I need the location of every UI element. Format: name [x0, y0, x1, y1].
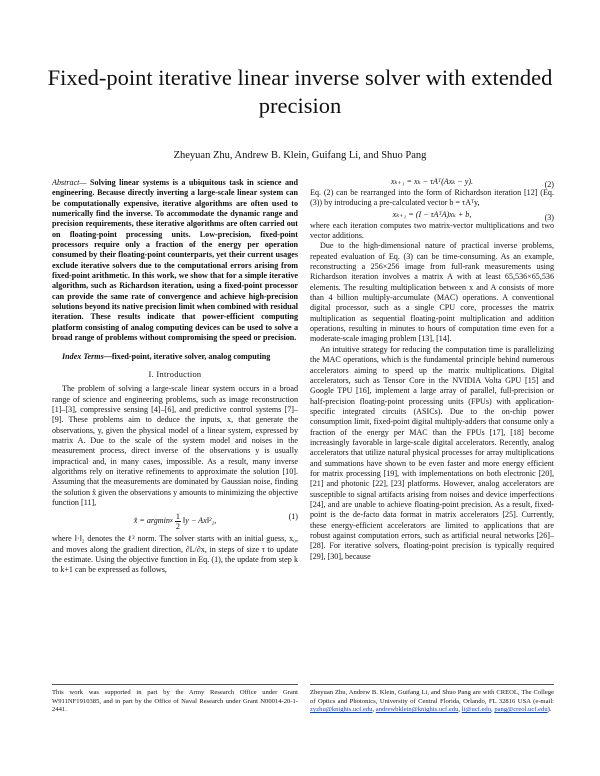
- email-separator-1: ,: [372, 706, 376, 714]
- abstract: [52, 178, 298, 344]
- email-link-zhu[interactable]: zyzhu@knights.ucf.edu: [310, 706, 373, 714]
- email-link-klein[interactable]: andrewbklein@knights.ucf.edu: [375, 706, 459, 714]
- right-column: [310, 176, 554, 562]
- intro-paragraph-2: where ‖·‖₂ denotes the ℓ² norm. The solver starts with an initial guess, x₀, and moves along the gradient direction, ∂L/∂x, in steps of size τ to update the estimate. Using the objective function in Eq. (1), the update from step k to k+1 can be expressed as follows,: [52, 534, 298, 575]
- index-terms-body: —fixed-point, iterative solver, analog computing: [103, 351, 271, 361]
- equation-1-subscript: x: [169, 517, 173, 525]
- affiliation-text: Zheyuan Zhu, Andrew B. Klein, Guifang Li, and Shuo Pang are with CREOL, The College of Optics and Photonics, University of Central Florida, Orlando, FL 32816 USA (e-mail:: [310, 689, 554, 705]
- index-terms: [52, 352, 298, 362]
- index-terms-lead: Index Terms: [62, 351, 104, 361]
- intro-paragraph-1: The problem of solving a large-scale linear system occurs in a broad range of science and engineering problems, such as image reconstruction [1]–[3], compressive sensing [4]–[6], and predictive control systems [7]–[9]. These problems aim to deduce the inputs, x, that generate the observations, y, given the physical model of a linear system, expressed by matrix A. Due to the scale of the system model and noises in the measurement process, direct inverse of the observations y is usually impractical and, in many cases, impossible. As a result, many inverse algorithms rely on iterative refinements to approximate the solution [10]. Assuming that the measurements are dominated by Gaussian noise, finding the solution x̂ given the observations y amounts to minimizing the objective function [11],: [52, 384, 298, 507]
- footnote-rule-left: [52, 684, 298, 685]
- equation-1-rhs: ‖y − Ax‖²₂,: [182, 516, 217, 526]
- affiliation-end: ).: [547, 706, 552, 714]
- fraction-numerator: 1: [175, 511, 180, 521]
- equation-1-lhs: x̂ = argmin: [133, 516, 170, 526]
- funding-footnote: This work was supported in part by the Army Research Office under Grant W911NF1910385, and in part by the Office of Naval Research under Grant N00014-20-1-2441.: [52, 689, 298, 714]
- paper-title: Fixed-point iterative linear inverse solver with extended precision: [47, 65, 553, 118]
- right-paragraph-3: Due to the high-dimensional nature of practical inverse problems, repeated evaluation of Eq. (3) can be time-consuming. As an example, reconstructing a 256×256 image from full-rank measurements using Richardson iteration involves a matrix A with at least 65,536×65,536 elements. The resulting multiplication between x and A consists of more than 4 billion multiply-accumulate (MAC) operations. A conventional digital processor, such as a single CPU core, processes the matrix multiplication as sequential floating-point multiplication and addition operations, resulting in minutes to hours of computation time even for a moderate-scale imaging problem [13], [14].: [310, 241, 554, 344]
- fraction-denominator: 2: [175, 521, 180, 531]
- footnote-rule-right: [310, 684, 554, 685]
- right-paragraph-2: where each iteration computes two matrix-vector multiplications and two vector additions.: [310, 220, 554, 241]
- equation-2-number: (2): [544, 180, 554, 189]
- email-separator-2: ,: [458, 706, 462, 714]
- email-link-li[interactable]: li@ucf.edu: [461, 706, 492, 714]
- email-separator-3: ,: [491, 706, 495, 714]
- equation-2-body: xₖ₊₁ = xₖ − τAᵀ(Axₖ − y).: [390, 176, 474, 186]
- equation-3-number: (3): [544, 212, 554, 222]
- author-list: Zheyuan Zhu, Andrew B. Klein, Guifang Li, and Shuo Pang: [173, 150, 427, 161]
- right-paragraph-1: Eq. (2) can be rearranged into the form of Richardson iteration [12] (Eq. (3)) by introducing a pre-calculated vector b = τAᵀy,: [310, 188, 554, 208]
- equation-1-number: (1): [288, 512, 298, 522]
- equation-3-body: xₖ₊₁ = (I − τAᵀA)xₖ + b,: [392, 209, 472, 219]
- left-column: [52, 178, 298, 576]
- equation-1-fraction: [175, 512, 181, 531]
- equation-1: [52, 508, 298, 534]
- abstract-body: Solving linear systems is a ubiquitous task in science and engineering. Because directly inverting a large-scale linear system can be computationally expensive, iterative algorithms are often used to numerically find the inverse. To accommodate the dynamic range and precision requirements, these iterative algorithms are often carried out on floating-point processing units. Low-precision, fixed-point processors require only a fraction of the energy per operation consumed by their floating-point counterparts, yet their current usages exclude iterative solvers due to the computational errors arising from fixed-point arithmetic. In this work, we show that for a simple iterative algorithm, such as Richardson iteration, using a fixed-point processor can provide the same rate of convergence and achieve high-precision solutions beyond its native precision limit when combined with residual iteration. These results indicate that power-efficient computing platform consisting of analog computing devices can be used to solve a broad range of problems without compromising the speed or precision.: [52, 178, 298, 343]
- affiliation-footnote: [310, 689, 554, 715]
- equation-3: [310, 209, 554, 221]
- equation-2: [310, 176, 554, 188]
- section-heading: I. Introduction: [148, 369, 202, 379]
- right-paragraph-4: An intuitive strategy for reducing the computation time is parallelizing the MAC operations, which is the fundamental principle behind numerous accelerators aiming to speed up the matrix multiplications. Digital accelerators, such as Tensor Core in the NVIDIA Volta GPU [15] and Google TPU [16], implement a large array of parallel, full-precision or half-precision floating-point processing units (FPUs) with application-specific integrated circuits (ASICs). Due to the on-chip power consumption limit, fixed-point digital multiply-adders that consume only a fraction of the energy per MAC than the FPUs [17], [18] become increasingly favorable in large-scale digital accelerators. Recently, analog accelerators that utilize natural physical processes for array multiplications and summations have shown to be even faster and more energy efficient for matrix processing [19], with implementations on both electronic [20], [21] and photonic [22], [23] platforms. However, analog accelerators are susceptible to signal artifacts arising from noises and device imperfections [24], and are unable to achieve floating-point precision. As a result, fixed-point is the de-facto data format in matrix accelerators [25]. Currently, these energy-efficient accelerators are limited to applications that are robust against computation errors, such as artificial neural networks [26]–[28]. For iterative solvers, floating-point precision is typically required [29], [30], because: [310, 344, 554, 561]
- abstract-lead: Abstract—: [52, 178, 87, 187]
- email-link-pang[interactable]: pang@creol.ucf.edu: [494, 706, 548, 714]
